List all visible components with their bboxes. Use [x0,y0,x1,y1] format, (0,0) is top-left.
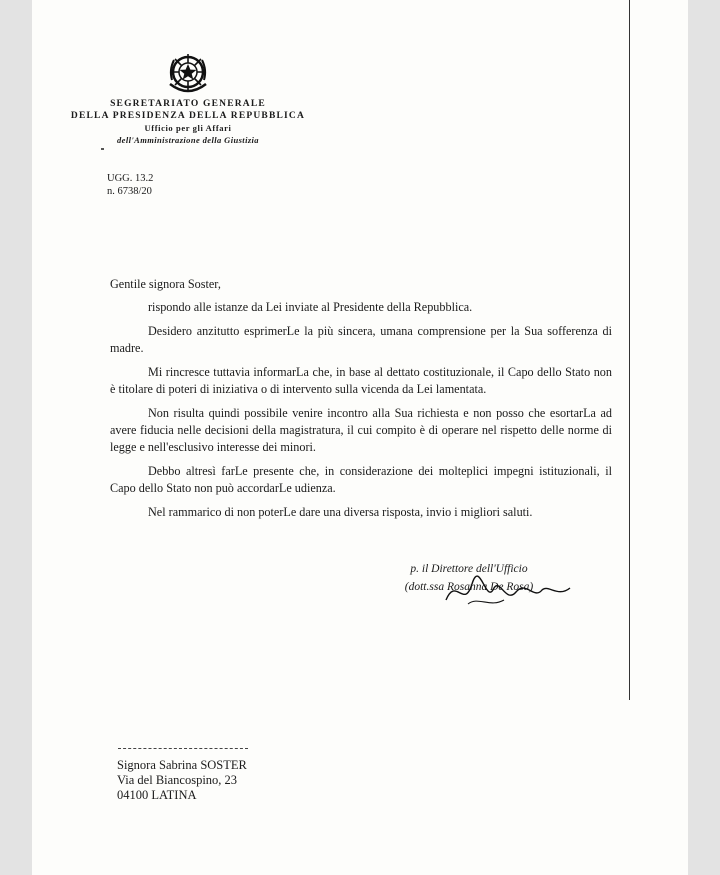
recipient-street: Via del Biancospino, 23 [117,773,238,787]
divider-mark [101,148,104,150]
paragraph: Mi rincresce tuttavia informarLa che, in base al dettato costituzionale, il Capo dello Stato non è titolare di poteri di iniziativa o di intervento sulla vicenda da Lei lamentata. [110,365,612,396]
signature-name: (dott.ssa Rosanna De Rosa) [404,581,534,593]
letterhead [48,98,328,146]
recipient-name: Signora Sabrina SOSTER [117,758,247,772]
scan-artifact-line [629,0,630,700]
address-separator [118,748,248,749]
reference-block [107,172,153,198]
reference-number: n. 6738/20 [107,186,152,197]
letterhead-line: DELLA PRESIDENZA DELLA REPUBBLICA [70,111,306,121]
recipient-address [117,758,247,803]
paragraph: Debbo altresì farLe presente che, in considerazione dei molteplici impegni istituzionali, il Capo dello Stato non può accordarLe udienza. [110,464,612,495]
italian-republic-emblem-icon [166,50,210,96]
letterhead-office: Ufficio per gli Affari [144,123,232,133]
paragraph: rispondo alle istanze da Lei inviate al Presidente della Repubblica. [148,300,473,314]
reference-code: UGG. 13.2 [107,173,154,184]
letterhead-office: dell'Amministrazione della Giustizia [117,135,259,145]
paragraph: Desidero anzitutto esprimerLe la più sincera, umana comprensione per la Sua sofferenza di madre. [110,324,612,355]
paragraph: Non risulta quindi possibile venire incontro alla Sua richiesta e non posso che esortarLa ad avere fiducia nelle decisioni della magistratura, il cui compito è di operare nel rispetto delle norme di legge e nell'esclusivo interesse dei minori. [110,406,612,454]
letterhead-line: SEGRETARIATO GENERALE [110,99,266,109]
paragraph: Nel rammarico di non poterLe dare una diversa risposta, invio i migliori saluti. [148,505,533,519]
salutation: Gentile signora Soster, [110,277,221,291]
recipient-city: 04100 LATINA [117,788,197,802]
signature-title: p. il Direttore dell'Ufficio [410,563,528,575]
handwritten-signature-icon [438,570,578,612]
letter-body [110,276,612,528]
